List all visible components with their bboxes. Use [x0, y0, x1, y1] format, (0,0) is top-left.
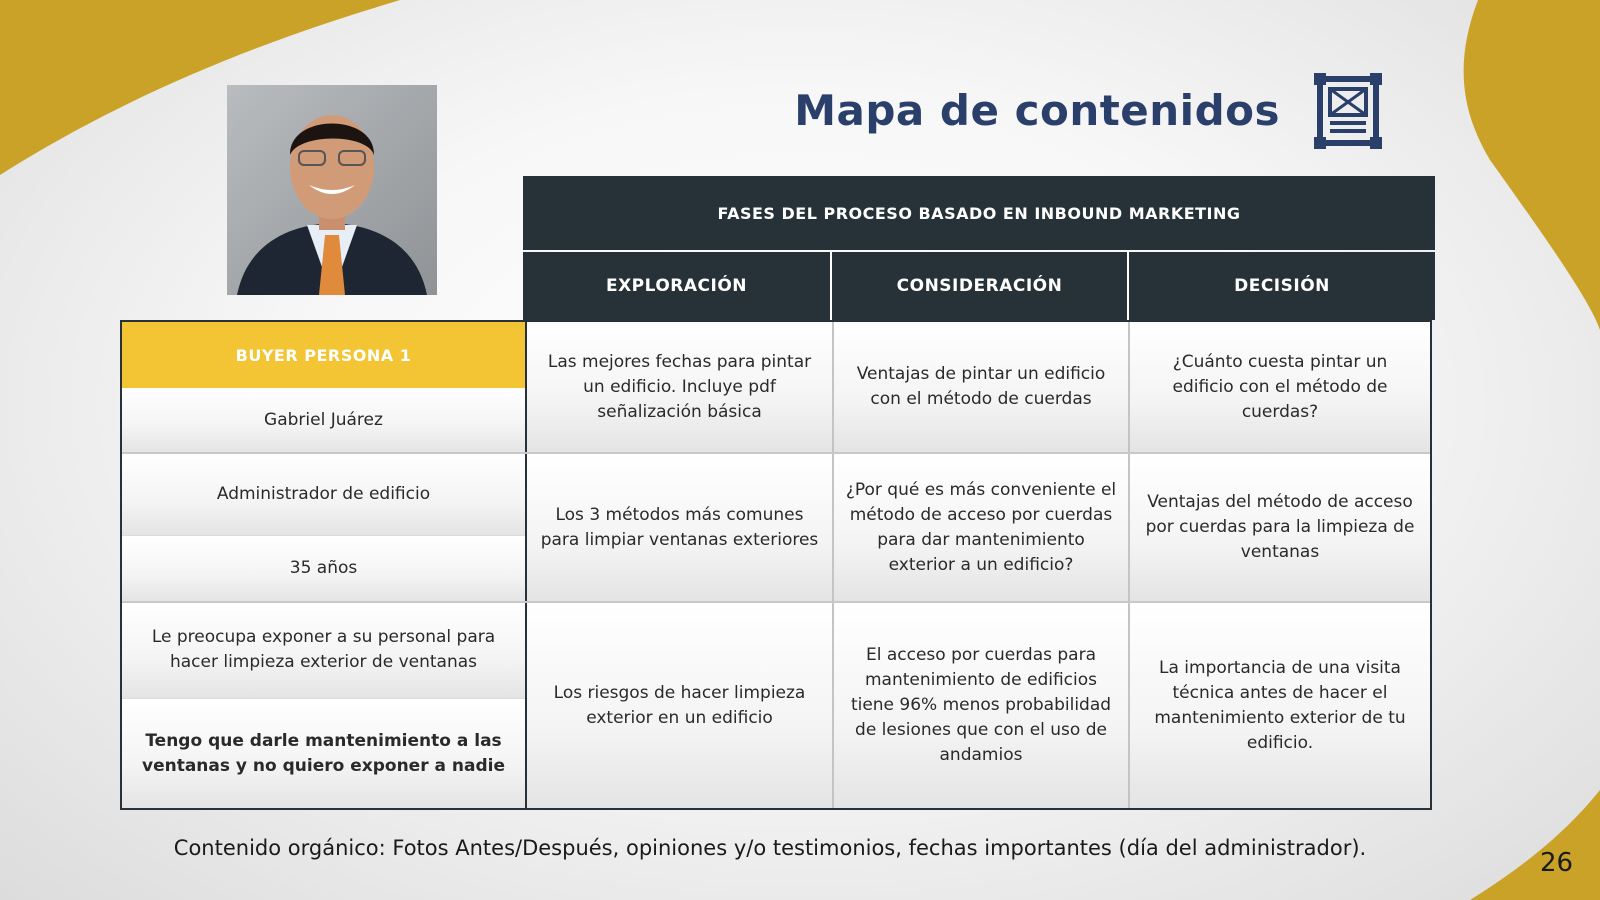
row-divider-1 [122, 452, 1430, 454]
col-divider-1 [832, 322, 834, 808]
cell-decision-1: ¿Cuánto cuesta pintar un edificio con el método de cuerdas? [1130, 322, 1430, 452]
organic-content-note: Contenido orgánico: Fotos Antes/Después, opiniones y/o testimonios, fechas importantes (día del administrador). [173, 836, 1367, 860]
page-title: Mapa de contenidos [794, 86, 1280, 135]
phase-header-consideration: CONSIDERACIÓN [832, 252, 1127, 320]
persona-age: 35 años [122, 536, 525, 601]
content-map-table [120, 320, 1432, 810]
cell-consideration-2: ¿Por qué es más conveniente el método de acceso por cuerdas para dar mantenimiento exterior a un edificio? [834, 454, 1128, 601]
cell-exploration-2: Los 3 métodos más comunes para limpiar ventanas exteriores [527, 454, 832, 601]
persona-concern: Le preocupa exponer a su personal para hacer limpieza exterior de ventanas [122, 602, 525, 698]
persona-header: BUYER PERSONA 1 [122, 322, 525, 388]
cell-exploration-3: Los riesgos de hacer limpieza exterior en un edificio [527, 603, 832, 808]
page-number: 26 [1540, 848, 1574, 878]
bottom-right-swoosh [1470, 790, 1600, 900]
cell-exploration-1: Las mejores fechas para pintar un edificio. Incluye pdf señalización básica [527, 322, 832, 452]
cell-decision-3: La importancia de una visita técnica antes de hacer el mantenimiento exterior de tu edificio. [1130, 603, 1430, 808]
persona-divider-age [122, 535, 525, 536]
col-divider-2 [1128, 322, 1130, 808]
cell-decision-2: Ventajas del método de acceso por cuerdas para la limpieza de ventanas [1130, 454, 1430, 601]
cell-consideration-3: El acceso por cuerdas para mantenimiento de edificios tiene 96% menos probabilidad de lesiones que con el uso de andamios [834, 603, 1128, 808]
right-swoosh [1464, 0, 1600, 330]
persona-divider [525, 322, 527, 808]
phase-header-decision: DECISIÓN [1129, 252, 1435, 320]
phase-header-exploration: EXPLORACIÓN [523, 252, 830, 320]
blueprint-frame-icon [1314, 73, 1382, 149]
buyer-persona-photo [227, 85, 437, 295]
row-divider-2 [122, 601, 1430, 603]
persona-role: Administrador de edificio [122, 453, 525, 535]
persona-name: Gabriel Juárez [122, 388, 525, 452]
cell-consideration-1: Ventajas de pintar un edificio con el método de cuerdas [834, 322, 1128, 452]
persona-quote: Tengo que darle mantenimiento a las ventanas y no quiero exponer a nadie [122, 699, 525, 808]
persona-divider-quote [122, 698, 525, 699]
phases-header-row [523, 252, 1435, 320]
phases-super-header: FASES DEL PROCESO BASADO EN INBOUND MARKETING [523, 176, 1435, 250]
